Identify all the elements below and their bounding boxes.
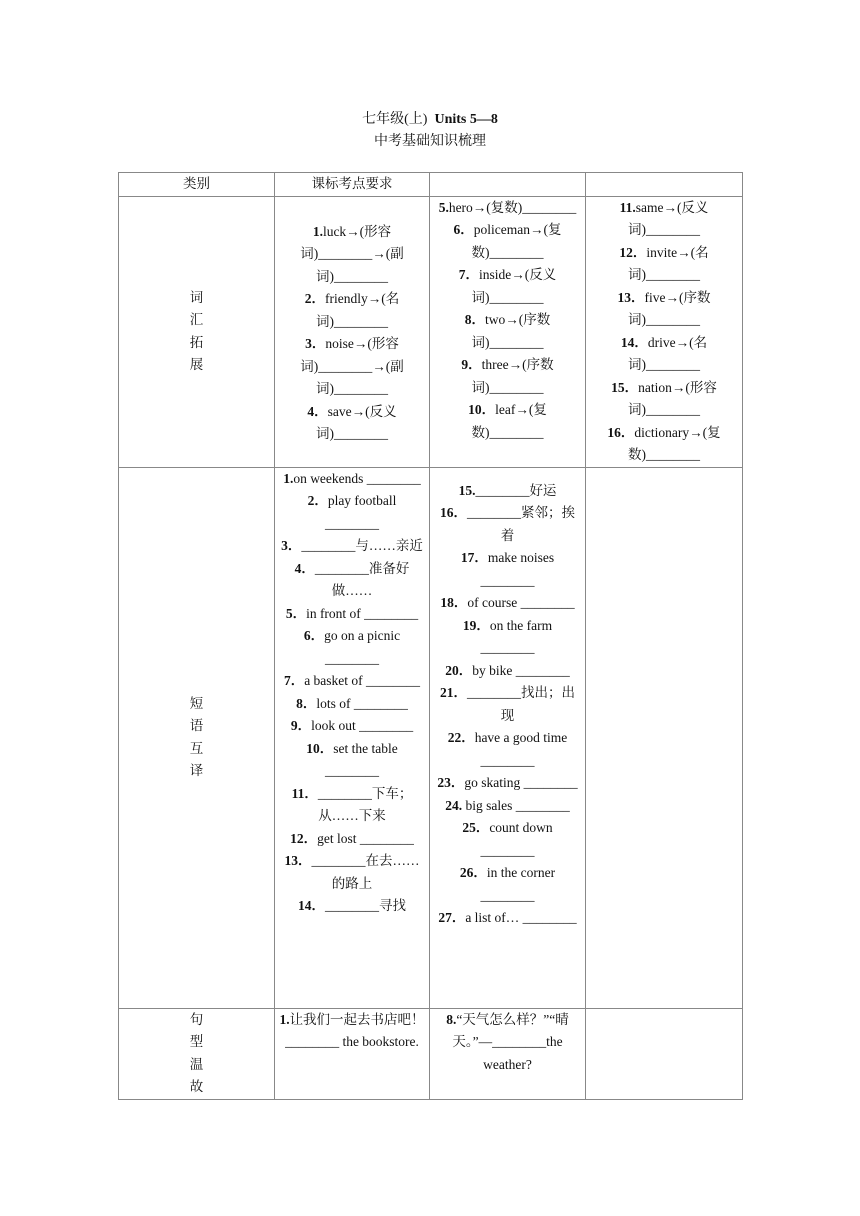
list-item: 4．save→(反义词)________ bbox=[307, 403, 397, 441]
list-item: 3．noise→(形容词)________→(副词)________ bbox=[300, 336, 404, 396]
list-item: 6．go on a picnic ________ bbox=[303, 628, 401, 666]
list-item: 18．of course ________ bbox=[440, 595, 575, 610]
list-item: 2．play football ________ bbox=[307, 493, 397, 531]
phrases-col3-empty bbox=[586, 467, 743, 1008]
sentences-col3-empty bbox=[586, 1008, 743, 1099]
list-item: 20．by bike ________ bbox=[445, 662, 570, 678]
list-item: 3．________与……亲近 bbox=[281, 538, 423, 553]
list-item: 1.luck→(形容词)________→(副词)________ bbox=[300, 223, 404, 284]
list-item: 2．friendly→(名词)________ bbox=[304, 291, 400, 329]
list-item: 15．nation→(形容词)________ bbox=[611, 379, 717, 417]
sentences-col2 bbox=[430, 1008, 586, 1099]
table-header-row bbox=[119, 173, 743, 197]
list-item: 16．dictionary→(复数)________ bbox=[607, 424, 721, 462]
list-item: 14．________寻找 bbox=[298, 898, 406, 913]
vocab-row bbox=[119, 196, 743, 467]
header-empty-3 bbox=[430, 173, 586, 197]
header-empty-4 bbox=[586, 173, 743, 197]
sentences-col1 bbox=[275, 1008, 430, 1099]
list-item: 13．five→(序数词)________ bbox=[617, 289, 711, 327]
list-item: 10．leaf→(复数)________ bbox=[468, 402, 547, 440]
phrases-col1 bbox=[275, 467, 430, 1008]
page-subtitle: 中考基础知识梳理 bbox=[374, 134, 486, 149]
list-item: 24. big sales ________ bbox=[445, 797, 570, 813]
list-item: 6．policeman→(复数)________ bbox=[453, 222, 562, 260]
list-item: 23．go skating ________ bbox=[437, 775, 578, 790]
list-item: 11.same→(反义词)________ bbox=[619, 199, 709, 237]
list-item: 5．in front of ________ bbox=[285, 605, 419, 621]
list-item: 1.on weekends ________ bbox=[283, 470, 421, 486]
list-item: 25．count down ________ bbox=[462, 820, 553, 858]
sentences-row bbox=[119, 1008, 743, 1099]
phrases-category: 短 语 互 译 bbox=[119, 467, 275, 1008]
list-item: 5.hero→(复数)________ bbox=[438, 199, 577, 215]
knowledge-table bbox=[118, 172, 743, 1100]
title-units: Units 5—8 bbox=[434, 112, 498, 127]
list-item: 4．________准备好做…… bbox=[294, 560, 410, 598]
list-item: 21．________找出；出现 bbox=[440, 685, 575, 723]
list-item: 17．make noises ________ bbox=[460, 550, 555, 588]
list-item: 8．lots of ________ bbox=[296, 695, 408, 711]
list-item: 9．three→(序数词)________ bbox=[461, 357, 554, 395]
header-requirements: 课标考点要求 bbox=[275, 173, 430, 197]
vocab-col3 bbox=[586, 196, 743, 467]
phrases-row bbox=[119, 467, 743, 1008]
list-item: 12．get lost ________ bbox=[290, 830, 414, 846]
list-item: 16．________紧邻；挨着 bbox=[440, 505, 575, 543]
phrases-col2 bbox=[430, 467, 586, 1008]
list-item: 26．in the corner ________ bbox=[459, 865, 556, 903]
list-item: 22．have a good time ________ bbox=[447, 730, 568, 768]
list-item: 14．drive→(名词)________ bbox=[620, 334, 708, 372]
list-item: 8．two→(序数词)________ bbox=[464, 312, 551, 350]
vocab-col2 bbox=[430, 196, 586, 467]
list-item: 9．look out ________ bbox=[290, 718, 414, 733]
vocab-col1 bbox=[275, 196, 430, 467]
title-prefix: 七年级(上) bbox=[362, 112, 428, 127]
header-category: 类别 bbox=[119, 173, 275, 197]
list-item: 1.让我们一起去书店吧！________ the bookstore. bbox=[279, 1011, 425, 1049]
list-item: 11．________下车；从……下来 bbox=[291, 785, 413, 823]
page-title bbox=[0, 108, 860, 128]
list-item: 7．a basket of ________ bbox=[283, 673, 421, 688]
sentences-category: 句 型 温 故 bbox=[119, 1008, 275, 1099]
list-item: 27．a list of… ________ bbox=[438, 910, 577, 925]
list-item: 8.“天气怎么样？”“晴天。”—________the weather? bbox=[446, 1011, 569, 1072]
list-item: 10．set the table ________ bbox=[306, 740, 398, 778]
list-item: 15.________好运 bbox=[458, 482, 557, 498]
vocab-category: 词 汇 拓 展 bbox=[119, 196, 275, 467]
list-item: 19．on the farm ________ bbox=[462, 617, 553, 655]
list-item: 13．________在去……的路上 bbox=[284, 853, 420, 891]
list-item: 7．inside→(反义词)________ bbox=[458, 267, 557, 305]
list-item: 12．invite→(名词)________ bbox=[619, 244, 709, 282]
